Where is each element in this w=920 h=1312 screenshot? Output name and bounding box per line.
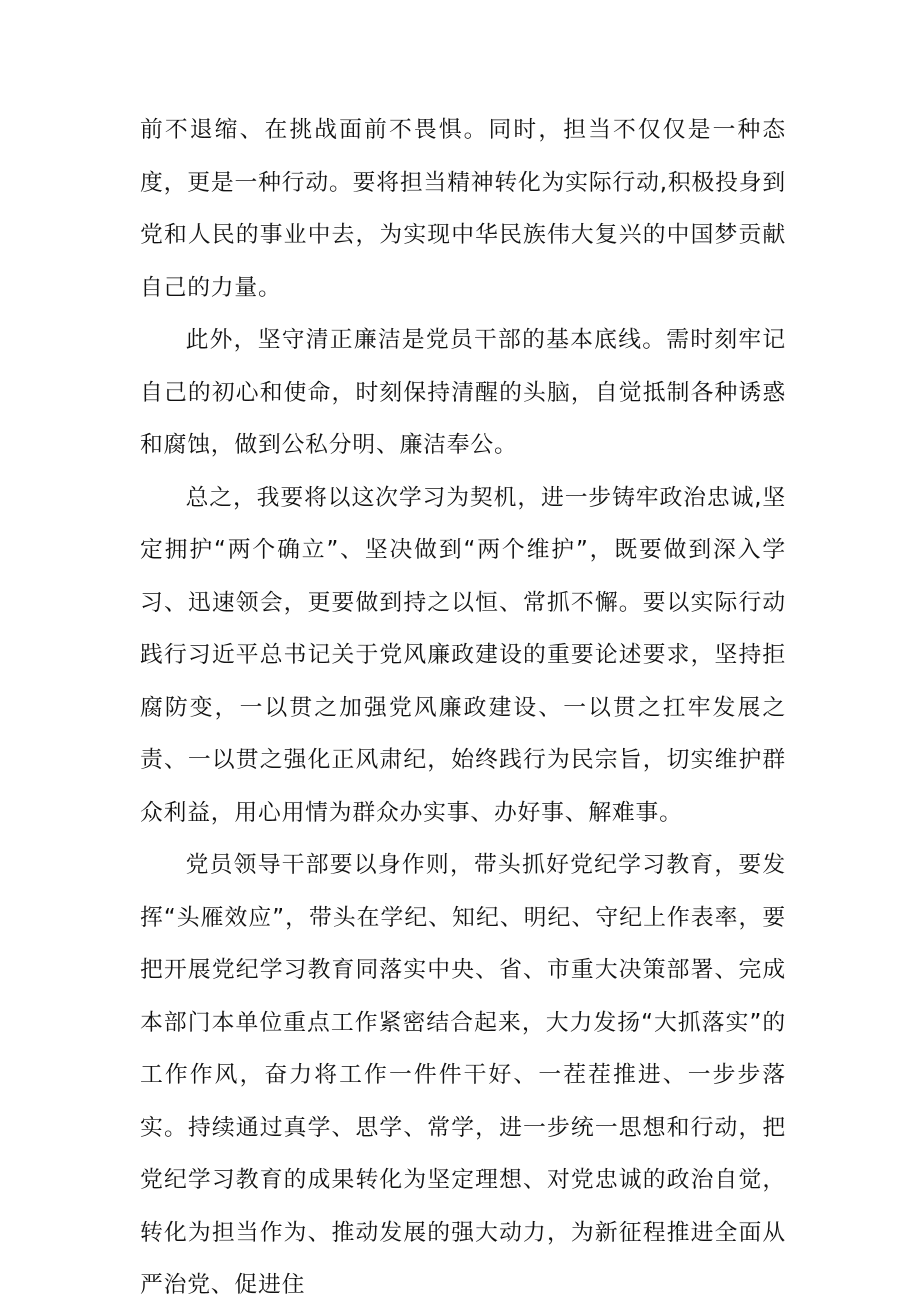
document-body bbox=[140, 104, 786, 1312]
paragraph-2: 此外，坚守清正廉洁是党员干部的基本底线。需时刻牢记自己的初心和使命，时刻保持清醒的头脑，自觉抵制各种诱惑和腐蚀，做到公私分明、廉洁奉公。 bbox=[140, 327, 786, 458]
paragraph-3: 总之，我要将以这次学习为契机，进一步铸牢政治忠诚,坚定拥护“两个确立”、坚决做到“两个维护”，既要做到深入学习、迅速领会，更要做到持之以恒、常抓不懈。要以实际行动践行习近平总书记关于党风廉政建设的重要论述要求，坚持拒腐防变，一以贯之加强党风廉政建设、一以贯之扛牢发展之责、一以贯之强化正风肃纪，始终践行为民宗旨，切实维护群众利益，用心用情为群众办实事、办好事、解难事。 bbox=[140, 484, 786, 826]
paragraph-4: 党员领导干部要以身作则，带头抓好党纪学习教育，要发挥“头雁效应”，带头在学纪、知纪、明纪、守纪上作表率，要把开展党纪学习教育同落实中央、省、市重大决策部署、完成本部门本单位重点工作紧密结合起来，大力发扬“大抓落实”的工作作风，奋力将工作一件件干好、一茬茬推进、一步步落实。持续通过真学、思学、常学，进一步统一思想和行动，把党纪学习教育的成果转化为坚定理想、对党忠诚的政治自觉，转化为担当作为、推动发展的强大动力，为新征程推进全面从严治党、促进住 bbox=[140, 852, 786, 1298]
paragraph-1: 前不退缩、在挑战面前不畏惧。同时，担当不仅仅是一种态度，更是一种行动。要将担当精神转化为实际行动,积极投身到党和人民的事业中去，为实现中华民族伟大复兴的中国梦贡献自己的力量。 bbox=[140, 117, 786, 301]
